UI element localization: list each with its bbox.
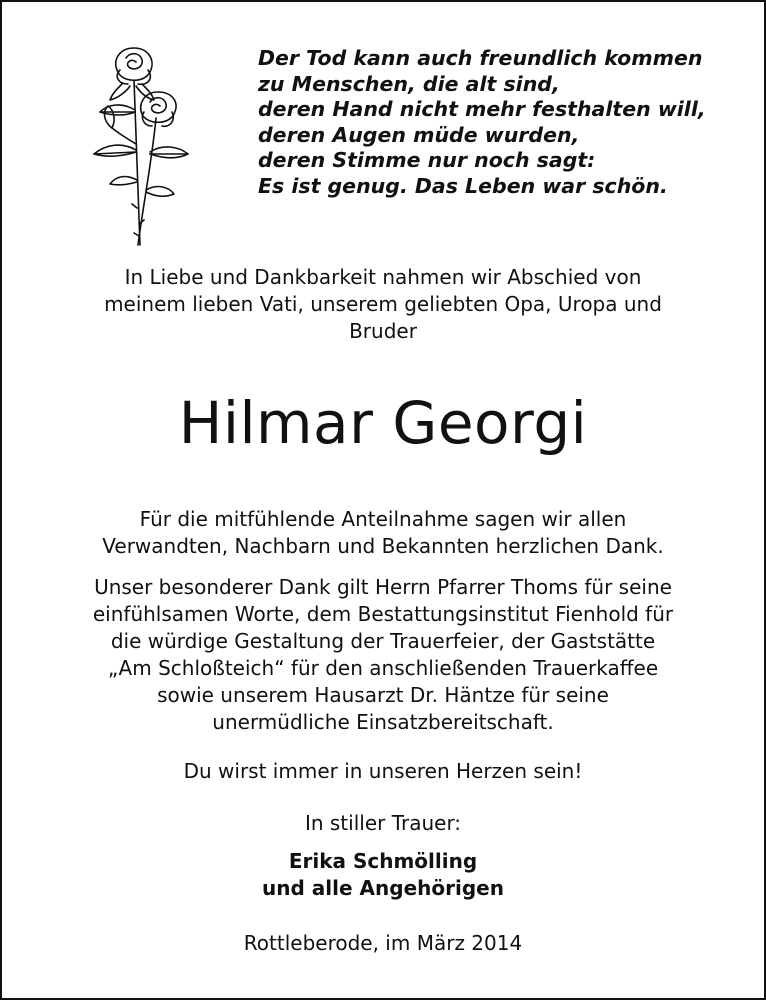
special-thanks-line: sowie unserem Hausarzt Dr. Häntze für seine: [157, 683, 609, 707]
signer-line: und alle Angehörigen: [262, 876, 504, 900]
place-date: Rottleberode, im März 2014: [243, 931, 523, 955]
poem-line: deren Hand nicht mehr festhalten will,: [258, 97, 706, 122]
poem-line: deren Stimme nur noch sagt:: [258, 148, 596, 173]
special-thanks-line: unermüdliche Einsatzbereitschaft.: [212, 710, 554, 734]
poem-line: zu Menschen, die alt sind,: [258, 71, 560, 96]
intro-line: meinem lieben Vati, unserem geliebten Opa, Uropa und: [104, 292, 662, 316]
intro-line: Bruder: [349, 319, 417, 343]
poem-line: deren Augen müde wurden,: [258, 122, 580, 147]
mourning-label: In stiller Trauer:: [304, 811, 462, 835]
thanks-line: Für die mitfühlende Anteilnahme sagen wir allen: [139, 507, 627, 531]
signer-line: Erika Schmölling: [288, 849, 478, 873]
signers: [2, 848, 764, 902]
intro-line: In Liebe und Dankbarkeit nahmen wir Abschied von: [124, 265, 642, 289]
poem-line: Es ist genug. Das Leben war schön.: [258, 173, 668, 198]
rose-icon: [82, 40, 202, 250]
special-thanks-line: Unser besonderer Dank gilt Herrn Pfarrer Thoms für seine: [94, 575, 672, 599]
farewell-text: Du wirst immer in unseren Herzen sein!: [183, 759, 583, 783]
deceased-name: Hilmar Georgi: [178, 389, 588, 457]
poem-line: Der Tod kann auch freundlich kommen: [258, 46, 703, 70]
intro-text: [2, 264, 764, 345]
thanks-text: [2, 506, 764, 560]
special-thanks-line: die würdige Gestaltung der Trauerfeier, der Gaststätte: [110, 629, 656, 653]
poem: [258, 46, 748, 200]
special-thanks-line: „Am Schloßteich“ für den anschließenden Trauerkaffee: [107, 656, 659, 680]
thanks-line: Verwandten, Nachbarn und Bekannten herzlichen Dank.: [102, 534, 664, 558]
special-thanks-line: einfühlsamen Worte, dem Bestattungsinstitut Fienhold für: [92, 602, 674, 626]
special-thanks-text: [2, 574, 764, 736]
